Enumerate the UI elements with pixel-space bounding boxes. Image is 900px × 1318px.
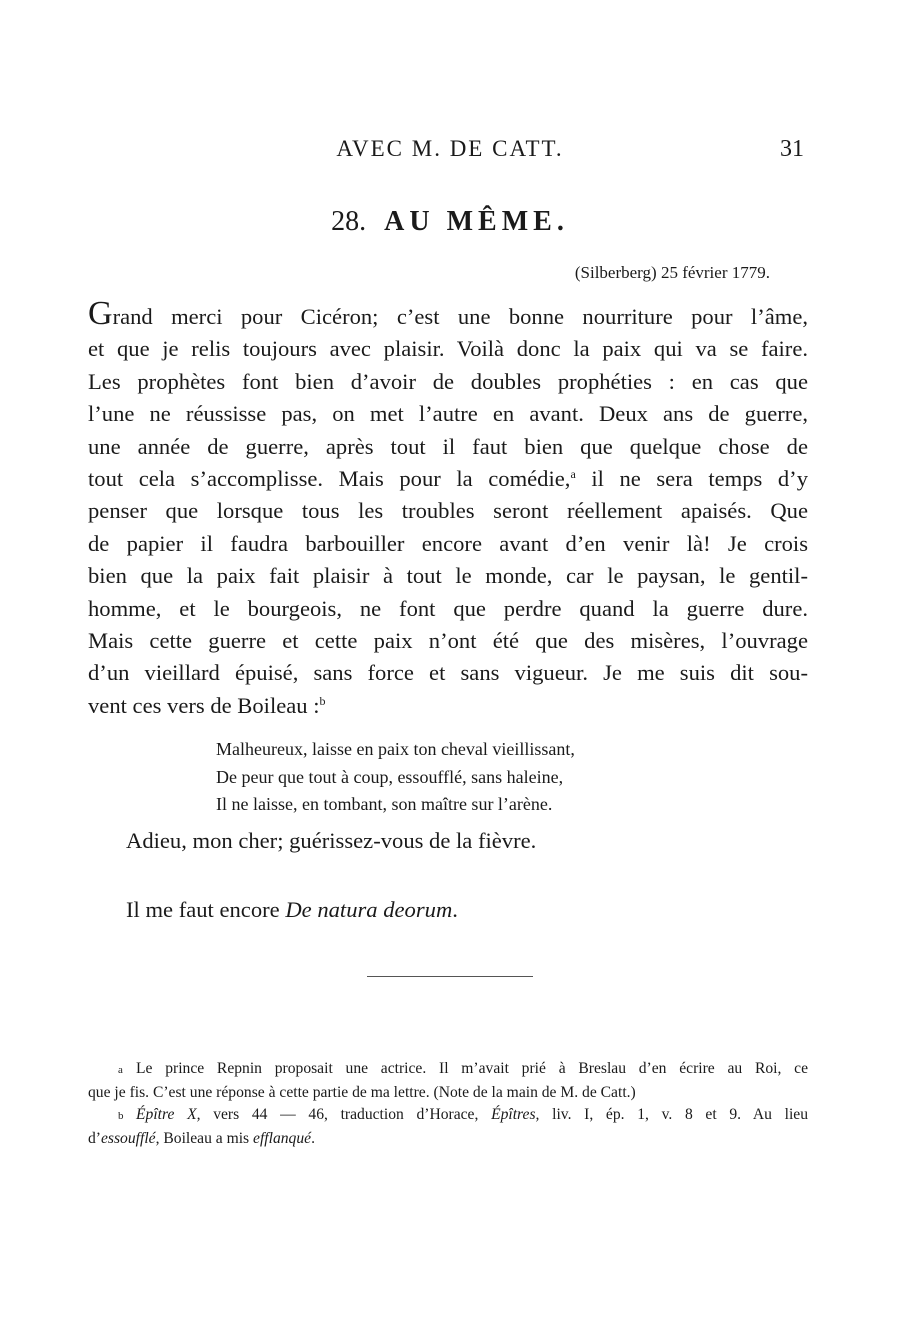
body-line: de papier il faudra barbouiller encore avant d’en venir là! Je crois <box>88 530 808 556</box>
body-line: Les prophètes font bien d’avoir de doubles prophéties : en cas que <box>88 368 808 394</box>
body-line: Mais cette guerre et cette paix n’ont été que des misères, l’ouvrage <box>88 628 808 654</box>
body-line: Grand merci pour Cicéron; c’est une bonne nourriture pour l’âme, <box>88 295 808 332</box>
verse-quotation <box>216 736 716 819</box>
footnote-divider <box>367 976 533 977</box>
page-number: 31 <box>780 136 804 162</box>
body-line: tout cela s’accomplisse. Mais pour la comédie,$^a$ il ne sera temps d’y <box>88 466 808 492</box>
letter-number: 28. <box>331 206 367 237</box>
body-line: bien que la paix fait plaisir à tout le monde, car le paysan, le gentil- <box>88 563 808 589</box>
footnote-ref-a[interactable]: a <box>570 467 576 482</box>
letter-body <box>88 295 808 722</box>
postscript: Il me faut encore De natura deorum. <box>126 897 458 922</box>
verse-line: Malheureux, laisse en paix ton cheval vieillissant, <box>216 739 575 759</box>
body-line: penser que lorsque tous les troubles seront réellement apaisés. Que <box>88 498 808 524</box>
running-title: AVEC M. DE CATT. <box>336 136 564 161</box>
footnote-b: b Épître X, vers 44 — 46, traduction d’Horace, Épîtres, liv. I, ép. 1, v. 8 et 9. Au lieu <box>88 1104 808 1128</box>
footnote-marker-b: b <box>118 1110 124 1122</box>
drop-cap: G <box>88 295 113 332</box>
verse-line: De peur que tout à coup, essoufflé, sans haleine, <box>216 766 564 787</box>
footnote-b-cont: d’essoufflé, Boileau a mis efflanqué. <box>88 1129 315 1147</box>
body-line: homme, et le bourgeois, ne font que perdre quand la guerre dure. <box>88 595 808 621</box>
footnote-a-cont: que je fis. C’est une réponse à cette partie de ma lettre. (Note de la main de M. de Catt.) <box>88 1083 636 1101</box>
body-line: et que je relis toujours avec plaisir. Voilà donc la paix qui va se faire. <box>88 336 808 362</box>
running-head <box>0 136 900 166</box>
body-line: d’un vieillard épuisé, sans force et sans vigueur. Je me suis dit sou- <box>88 660 808 686</box>
verse-line: Il ne laisse, en tombant, son maître sur l’arène. <box>216 794 553 814</box>
closing-adieu: Adieu, mon cher; guérissez-vous de la fièvre. <box>126 828 537 853</box>
body-line: l’une ne réussisse pas, on met l’autre en avant. Deux ans de guerre, <box>88 401 808 427</box>
letter-heading <box>0 206 900 238</box>
book-title: De natura deorum <box>285 897 453 922</box>
letter-title: AU MÊME. <box>384 206 569 237</box>
body-line: une année de guerre, après tout il faut bien que quelque chose de <box>88 433 808 459</box>
dateline: (Silberberg) 25 février 1779. <box>574 263 770 282</box>
footnote-marker-a: a <box>118 1064 123 1076</box>
footnotes <box>88 1058 808 1150</box>
footnote-a: a Le prince Repnin proposait une actrice. Il m’avait prié à Breslau d’en écrire au Roi, ce <box>88 1058 808 1082</box>
footnote-ref-b[interactable]: b <box>319 693 326 708</box>
body-line: vent ces vers de Boileau :$^b$ <box>88 692 326 718</box>
